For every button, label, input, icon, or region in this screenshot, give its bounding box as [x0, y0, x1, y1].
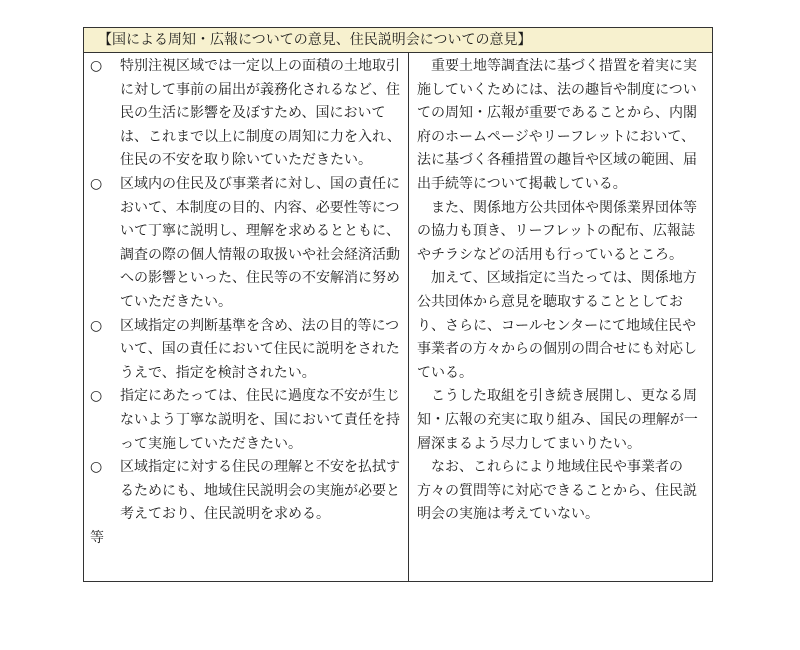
- bullet-circle: ○: [90, 388, 103, 405]
- response-paragraph: 重要土地等調査法に基づく措置を着実に実施していくためには、法の趣旨や制度についての周知・広報が重要であることから、内閣府のホームページやリーフレットにおいて、法に基づく各種措置の趣旨や区域の範囲、届出手続等について掲載している。: [417, 58, 697, 192]
- etc-label: 等: [90, 529, 104, 546]
- column-divider: [408, 53, 409, 581]
- opinion-text: 区域指定の判断基準を含め、法の目的等について、国の責任において住民に説明をされたうえで、指定を検討されたい。: [120, 317, 400, 381]
- table-header: 【国による周知・広報についての意見、住民説明会についての意見】: [84, 28, 712, 53]
- response-paragraph: なお、これらにより地域住民や事業者の方々の質問等に対応できることから、住民説明会の実施は考えていない。: [417, 459, 697, 523]
- bullet-circle: ○: [90, 317, 103, 334]
- bullet-circle: ○: [90, 459, 103, 476]
- response-paragraph: 加えて、区域指定に当たっては、関係地方公共団体から意見を聴取することとしており、さらに、コールセンターにて地域住民や事業者の方々からの個別の問合せにも対応している。: [417, 270, 697, 381]
- opinions-column: [90, 55, 403, 550]
- bullet-circle: ○: [90, 175, 103, 192]
- response-paragraph: また、関係地方公共団体や関係業界団体等の協力も頂き、リーフレットの配布、広報誌やチラシなどの活用も行っているところ。: [417, 199, 697, 263]
- response-paragraph: こうした取組を引き続き展開し、更なる周知・広報の充実に取り組み、国民の理解が一層深まるよう尽力してまいりたい。: [417, 388, 698, 452]
- bullet-circle: ○: [90, 58, 103, 74]
- opinion-item: [90, 315, 403, 386]
- opinion-text: 特別注視区域では一定以上の面積の土地取引に対して事前の届出が義務化されるなど、住民の生活に影響を及ぼすため、国においては、これまで以上に制度の周知に力を入れ、住民の不安を取り除いていただきたい。: [120, 58, 401, 169]
- opinion-item: [90, 456, 403, 527]
- opinion-item: [90, 55, 403, 173]
- opinion-item: [90, 173, 403, 315]
- response-column: [417, 55, 706, 527]
- opinion-text: 指定にあたっては、住民に過度な不安が生じないよう丁寧な説明を、国において責任を持って実施していただきたい。: [120, 388, 400, 452]
- opinion-item: [90, 385, 403, 456]
- opinion-table: [83, 27, 713, 582]
- opinion-text: 区域内の住民及び事業者に対し、国の責任において、本制度の目的、内容、必要性等について丁寧に説明し、理解を求めるとともに、調査の際の個人情報の取扱いや社会経済活動への影響といった、住民等の不安解消に努めていただきたい。: [120, 175, 400, 310]
- opinion-text: 区域指定に対する住民の理解と不安を払拭するためにも、地域住民説明会の実施が必要と考えており、住民説明を求める。: [120, 459, 400, 523]
